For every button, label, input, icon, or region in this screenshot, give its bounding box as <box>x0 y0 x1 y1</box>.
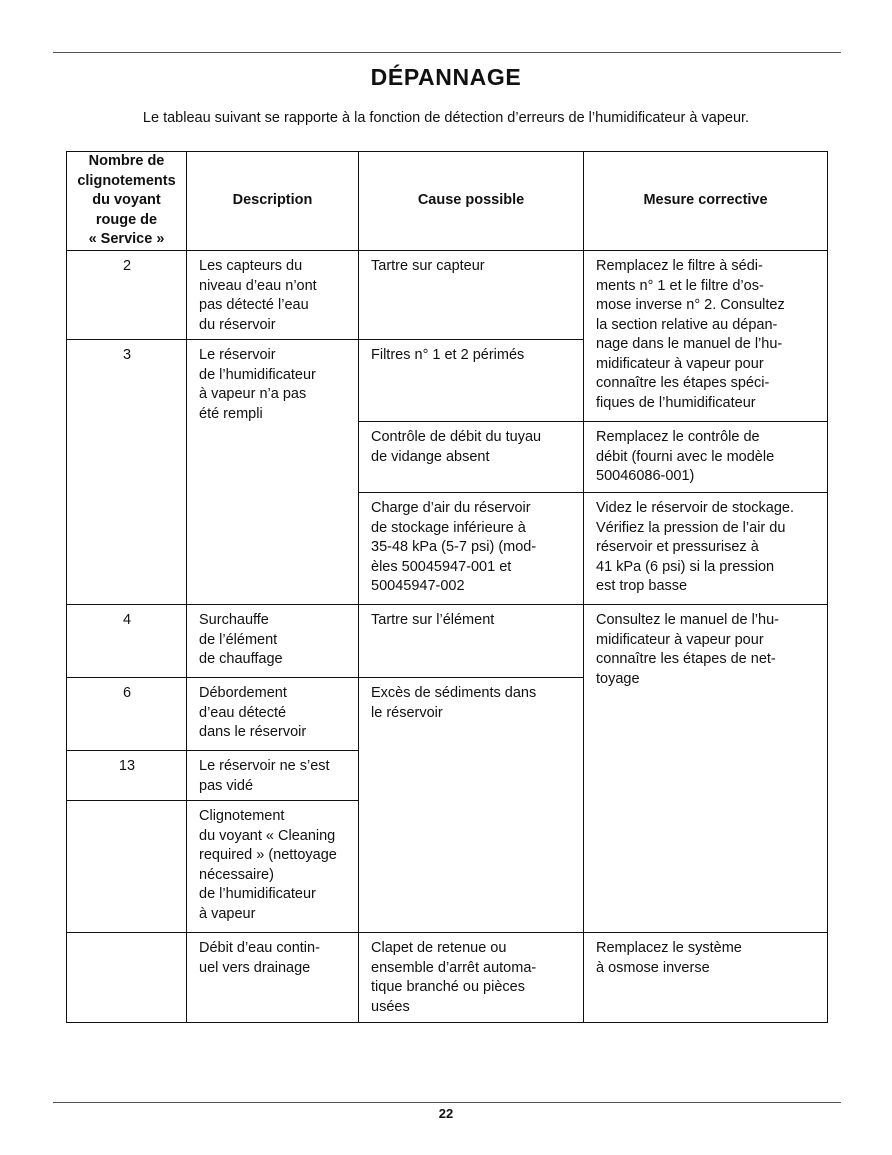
page-title: DÉPANNAGE <box>370 64 522 90</box>
flash-count-cell <box>67 933 187 1023</box>
top-rule <box>53 52 841 53</box>
flash-count-cell: 3 <box>67 340 187 605</box>
table-header-row <box>67 152 828 251</box>
cause-cell: Tartre sur capteur <box>359 251 584 340</box>
flash-count-cell: 2 <box>67 251 187 340</box>
flash-count-cell: 4 <box>67 605 187 678</box>
header-cause: Cause possible <box>359 152 584 251</box>
flash-count-cell: 13 <box>67 751 187 801</box>
cause-cell: Contrôle de débit du tuyau de vidange absent <box>359 422 584 493</box>
flash-count-cell <box>67 801 187 933</box>
table-row <box>67 251 828 340</box>
header-description: Description <box>187 152 359 251</box>
cause-cell: Filtres n° 1 et 2 périmés <box>359 340 584 422</box>
cause-cell: Excès de sédiments dans le réservoir <box>359 678 584 933</box>
description-cell: Le réservoir ne s’est pas vidé <box>187 751 359 801</box>
troubleshooting-table <box>66 151 828 1023</box>
cause-cell: Charge d’air du réservoir de stockage inférieure à 35-48 kPa (5-7 psi) (mod- èles 50045947-001 et 50045947-002 <box>359 493 584 605</box>
description-cell: Les capteurs du niveau d’eau n’ont pas détecté l’eau du réservoir <box>187 251 359 340</box>
cause-cell: Clapet de retenue ou ensemble d’arrêt automa- tique branché ou pièces usées <box>359 933 584 1023</box>
description-cell: Clignotement du voyant « Cleaning required » (nettoyage nécessaire) de l’humidificateur à vapeur <box>187 801 359 933</box>
table-row <box>67 933 828 1023</box>
header-action: Mesure corrective <box>584 152 828 251</box>
action-cell: Videz le réservoir de stockage. Vérifiez la pression de l’air du réservoir et pressurisez à 41 kPa (6 psi) si la pression est trop basse <box>584 493 828 605</box>
action-cell: Remplacez le filtre à sédi- ments n° 1 et le filtre d’os- mose inverse n° 2. Consultez la section relative au dépan- nage dans le manuel de l’hu- midificateur à vapeur pour connaître les étapes spéci- fiques de l’humidificateur <box>584 251 828 422</box>
intro-paragraph: Le tableau suivant se rapporte à la fonction de détection d’erreurs de l’humidificateur à vapeur. <box>142 110 750 126</box>
description-cell: Débit d’eau contin- uel vers drainage <box>187 933 359 1023</box>
action-cell: Remplacez le contrôle de débit (fourni avec le modèle 50046086-001) <box>584 422 828 493</box>
action-cell: Consultez le manuel de l’hu- midificateur à vapeur pour connaître les étapes de net- toyage <box>584 605 828 933</box>
bottom-rule <box>53 1102 841 1103</box>
header-flash-count: Nombre de clignotements du voyant rouge de « Service » <box>67 152 187 251</box>
cause-cell: Tartre sur l’élément <box>359 605 584 678</box>
page-number: 22 <box>438 1106 454 1121</box>
description-cell: Le réservoir de l’humidificateur à vapeur n’a pas été rempli <box>187 340 359 605</box>
description-cell: Débordement d’eau détecté dans le réservoir <box>187 678 359 751</box>
action-cell: Remplacez le système à osmose inverse <box>584 933 828 1023</box>
description-cell: Surchauffe de l’élément de chauffage <box>187 605 359 678</box>
flash-count-cell: 6 <box>67 678 187 751</box>
table-row <box>67 605 828 678</box>
